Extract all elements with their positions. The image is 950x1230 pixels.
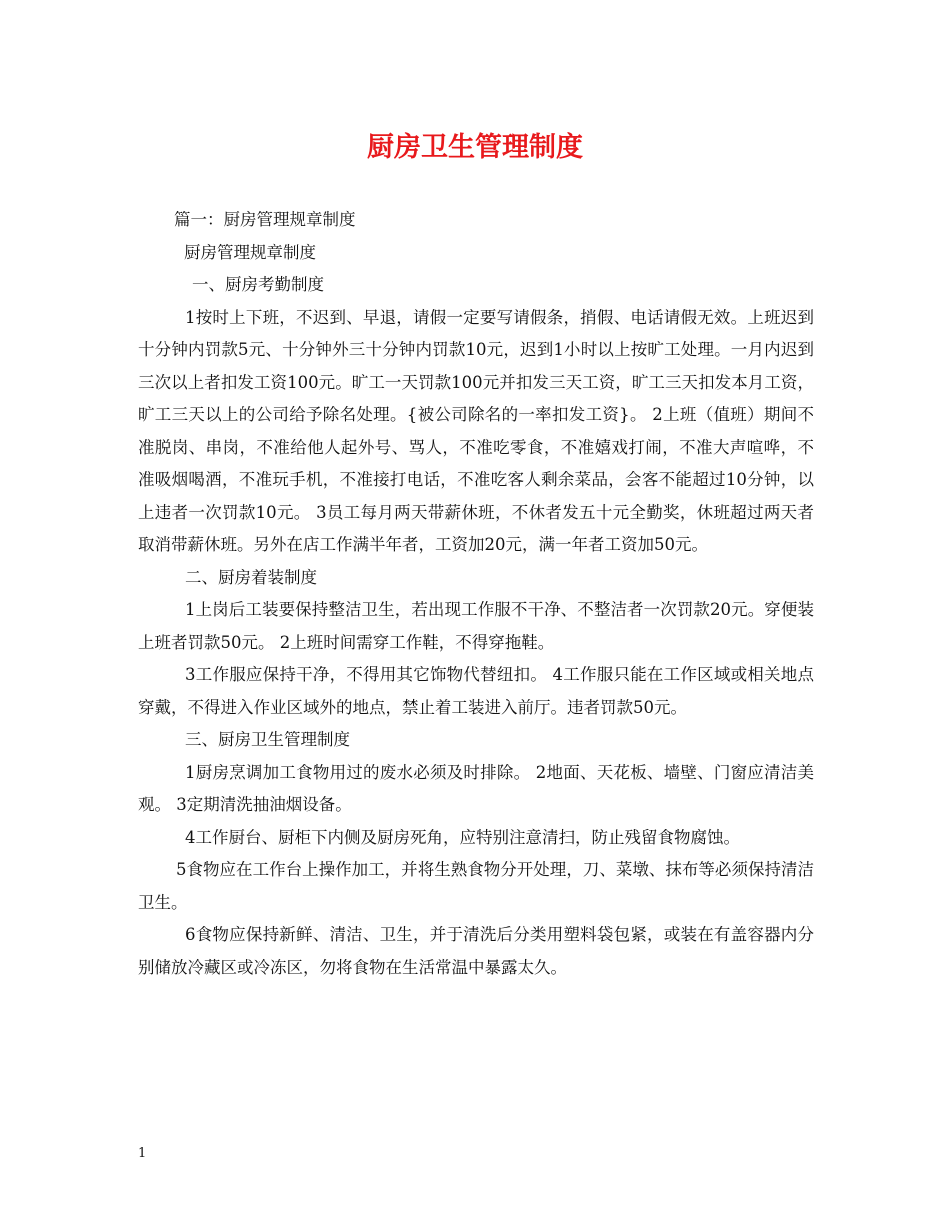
paragraph-hygiene-4: 6食物应保持新鲜、清洁、卫生，并于清洗后分类用塑料袋包紧，或装在有盖容器内分别储放冷藏区或冷冻区，勿将食物在生活常温中暴露太久。 [138,925,814,977]
paragraph-dress-code-1: 1上岗后工装要保持整洁卫生，若出现工作服不干净、不整洁者一次罚款20元。穿便装上班者罚款50元。 2上班时间需穿工作鞋，不得穿拖鞋。 [138,600,814,652]
page-number: 1 [138,1146,147,1161]
document-title: 厨房卫生管理制度 [367,132,583,163]
paragraph-hygiene-1: 1厨房烹调加工食物用过的废水必须及时排除。 2地面、天花板、墙壁、门窗应清洁美观。 3定期清洗抽油烟设备。 [138,762,814,814]
paragraph-dress-code-2: 3工作服应保持干净，不得用其它饰物代替纽扣。 4工作服只能在工作区域或相关地点穿戴，不得进入作业区域外的地点，禁止着工装进入前厅。违者罚款50元。 [138,665,814,717]
heading-attendance: 一、厨房考勤制度 [192,275,324,294]
heading-dress-code: 二、厨房着装制度 [185,567,317,587]
document-subtitle: 厨房管理规章制度 [184,242,316,262]
section-heading: 篇一：厨房管理规章制度 [174,210,356,229]
paragraph-hygiene-2: 4工作厨台、厨柜下内侧及厨房死角，应特别注意清扫，防止残留食物腐蚀。 [185,827,740,847]
paragraph-hygiene-3: 5食物应在工作台上操作加工，并将生熟食物分开处理，刀、菜墩、抹布等必须保持清洁卫生。 [138,860,814,912]
paragraph-attendance-rules: 1按时上下班，不迟到、早退，请假一定要写请假条，捎假、电话请假无效。上班迟到十分钟内罚款5元、十分钟外三十分钟内罚款10元，迟到1小时以上按旷工处理。一月内迟到三次以上者扣发工资100元。旷工一天罚款100元并扣发三天工资，旷工三天扣发本月工资， 旷工三天以上的公司给予除名处理。{被公司除名的一率扣发工资}。 2上班（值班）期间不准脱岗、串岗，不准给他人起外号、骂人，不准吃零食，不准嬉戏打闹，不准大声喧哗，不准吸烟喝酒，不准玩手机，不准接打电话，不准吃客人剩余菜品，会客不能超过10分钟，以上违者一次罚款10元。 3员工每月两天带薪休班，不休者发五十元全勤奖，休班超过两天者取消带薪休班。另外在店工作满半年者，工资加20元，满一年者工资加50元。 [138,307,814,554]
heading-hygiene: 三、厨房卫生管理制度 [185,730,350,749]
document-body [138,204,814,984]
